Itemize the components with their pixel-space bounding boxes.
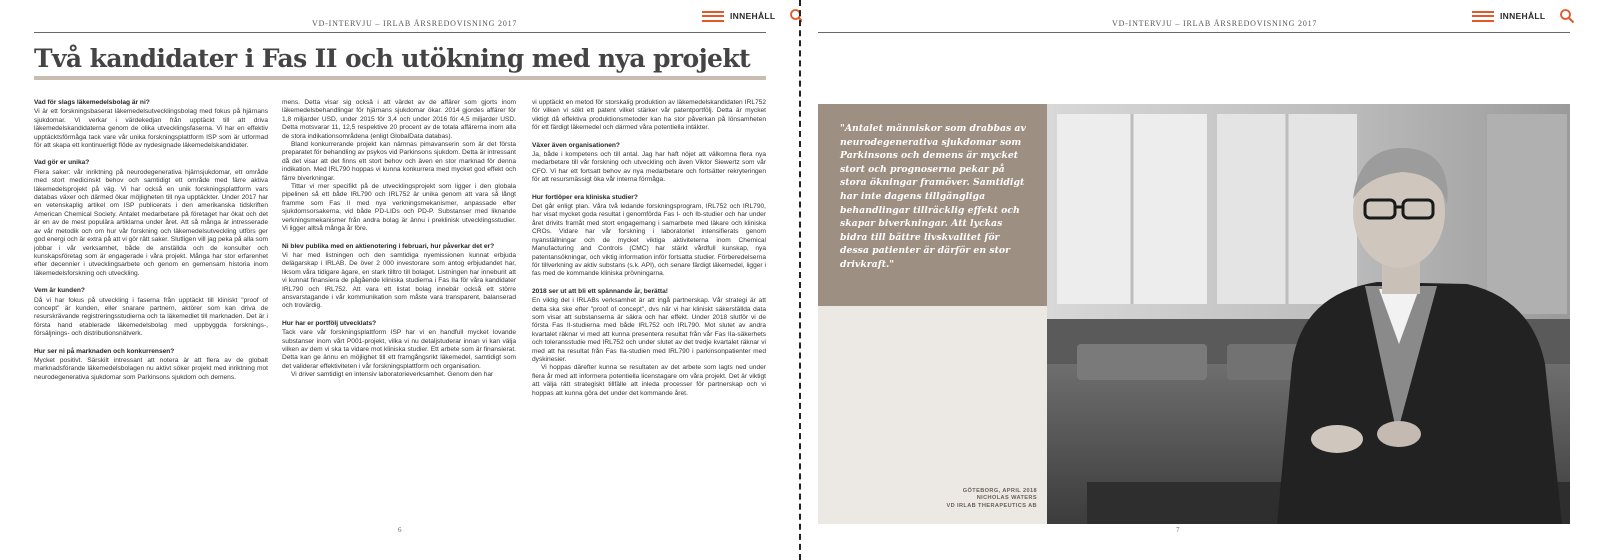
answer-paragraph: Vi har med listningen och den samtidiga nyemissionen kunnat erbjuda delägarskap i IRLAB. De över 2 000 investorare som antog erbjudandet har, liksom våra tidigare ägare, en stark tilltro till bolaget. Listningen har inneburit att vi kunnat finansiera de pågående kliniska studierna i Fas IIa för våra kandidater IRL790 och IRL752. Att vara ett listat bolag innebär också ett större ansvarstagande i vår kommunikation som måste vara transparent, balanserad och trovärdig. bbox=[282, 251, 516, 310]
interview-question: Vem är kunden? bbox=[34, 287, 85, 295]
answer-paragraph: Tittar vi mer specifikt på de utvecklingsprojekt som ligger i den globala pipelinen så ett både IRL790 och IRL752 är unika genom att vara så långt framme som Fas II med nya verkningsmekanismer, anpassade efter sjukdomsorsakerna, vid både PD-LIDs och PD-P. Substanser med liknande verkningsmekanismer från andra bolag är ännu i preklinisk utvecklingsstudier. Vi ligger alltså många år före. bbox=[282, 183, 516, 233]
interview-question: Vad gör er unika? bbox=[34, 159, 90, 167]
text-column-3 bbox=[532, 99, 766, 517]
text-column-2 bbox=[282, 99, 516, 517]
interview-question: Ni blev publika med en aktienotering i februari, hur påverkar det er? bbox=[282, 242, 495, 250]
hamburger-menu-icon[interactable] bbox=[702, 11, 724, 22]
credit-box bbox=[818, 306, 1047, 524]
interview-question: Växer även organisationen? bbox=[532, 141, 620, 149]
answer-paragraph: Vi hoppas därefter kunna se resultaten av det arbete som lagts ned under flera år med att informera potentiella licenstagare om våra projekt. Det är viktigt att välja rätt strategiskt tillfälle att inleda processer för partnerskap och vi hoppas att kunna göra det under det kommande året. bbox=[532, 364, 766, 397]
contents-link[interactable]: INNEHÅLL bbox=[1500, 11, 1546, 21]
text-column-1 bbox=[34, 99, 268, 517]
interview-question: Hur fortlöper era kliniska studier? bbox=[532, 193, 638, 201]
page-number: 6 bbox=[398, 526, 402, 534]
credit-place-date: GÖTEBORG, APRIL 2018 bbox=[962, 487, 1037, 494]
hamburger-menu-icon[interactable] bbox=[1472, 11, 1494, 22]
answer-paragraph: vi upptäckt en metod för storskalig produktion av läkemedelskandidaten IRL752 för vilken vi sökt ett patent vilket stärker vår patentportfölj. Detta är mycket viktigt då effektiva produktionsmetoder kan ha stor påverkan på lönsamheten för ett färdigt läkemedel och därmed våra potentiella intäkter. bbox=[532, 99, 766, 132]
credit-title: VD IRLAB THERAPEUTICS AB bbox=[946, 502, 1037, 509]
title-underline bbox=[34, 76, 766, 80]
portrait-photo bbox=[1047, 104, 1570, 524]
header-rule bbox=[34, 32, 766, 33]
interview-question: Hur har er portfölj utvecklats? bbox=[282, 319, 377, 327]
running-head: VD-INTERVJU – IRLAB ÅRSREDOVISNING 2017 bbox=[312, 19, 518, 28]
answer-paragraph: Då vi har fokus på utveckling i faserna från upptäckt till kliniskt "proof of concept" är kunden, eller snarare partnern, aktörer som kan driva de resurskrävande registreringsstudierna och ta läkemedlet till marknaden. Det är i första hand etablerade läkemedelsbolag med uppbyggda forsknings-, försäljnings- och distributionsnätverk. bbox=[34, 296, 268, 338]
running-head: VD-INTERVJU – IRLAB ÅRSREDOVISNING 2017 bbox=[1112, 19, 1318, 28]
answer-paragraph: Bland konkurrerande projekt kan nämnas pimavanserin som är det första preparatet för behandling av psykos vid Parkinsons sjukdom. Detta är intressant då det visar att det finns ett stort behov och även en stor marknad för denna indikation. Med IRL790 hoppas vi kunna konkurrera med mycket god effekt och färre biverkningar. bbox=[282, 141, 516, 182]
interview-question: Hur ser ni på marknaden och konkurrensen? bbox=[34, 347, 175, 355]
answer-paragraph: Det går enligt plan. Våra två ledande forskningsprogram, IRL752 och IRL790, har visat mycket goda resultat i genomförda Fas I- och Ib-studier och har under året drivits framåt med stort engagemang i samarbete med läkare och kliniska CROs. Vidare har vår forskning i laboratoriet intensifierats genom nyanställningar och de mycket viktiga aktiviteterna inom Chemical Manufacturing and Controls (CMC) har stärkt vårdfull kunskap, nya patentansökningar, och viktig information inför fortsatta studier. Förberedelserna för tillverkning av aktiv substans (s.k. API), och senare färdigt läkemedel, ligger i fas med de kommande kliniska prövningarna. bbox=[532, 203, 766, 278]
answer-paragraph: Vi driver samtidigt en intensiv laboratorieverksamhet. Genom den har bbox=[291, 371, 494, 379]
left-page bbox=[0, 0, 798, 560]
pull-quote-box bbox=[818, 104, 1047, 306]
interview-question: Vad för slags läkemedelsbolag är ni? bbox=[34, 99, 150, 106]
answer-paragraph: Vi är ett forskningsbaserat läkemedelsutvecklingsbolag med fokus på hjärnans sjukdomar. Vi verkar i värdekedjan från upptäckt till att driva läkemedelskandidaterna genom de olika utvecklingsfaserna. Vi har en effektiv upptäcktsförmåga tack vare vår unika forskningsplattform ISP som är utformad för att skapa ett kontinuerligt flöde av nydesignade läkemedelskandidater. bbox=[34, 108, 268, 150]
nav-bar bbox=[702, 8, 805, 24]
interview-question: 2018 ser ut att bli ett spännande år, berätta! bbox=[532, 287, 668, 295]
answer-paragraph: Mycket positivt. Särskilt intressant att notera är att flera av de globalt marknadsförande läkemedelsbolagen nu aktivt söker projekt med inriktning mot neurodegenerativa sjukdomar som Parkinsons sjukdom och demens. bbox=[34, 356, 268, 381]
answer-paragraph: Flera saker: vår inriktning på neurodegenerativa hjärnsjukdomar, ett område med stort medicinskt behov och samtidigt ett område med färre aktiva läkemedelsprojekt på väg. Vi har också en unik forskningsplattform vars databas växer och därmed ökar möjligheten till nya upptäckter. Under 2017 har en vetenskaplig artikel om ISP publicerats i den amerikanska tidskriften American Chemical Society. Antalet medarbetare på företaget har ökat och det är en av de mest populära artiklarna under året. Att så många är intresserade av vår metodik och om hur vår forskning och läkemedelsutveckling utförs ger god energi och är extra på att vi gör rätt saker. Slutligen vill jag peka på alla som jobbar i vår verksamhet, både de anställda och de konsulter och kunskapsföretag som är engagerade i våra projekt. Många har stor erfarenhet efter decennier i utvecklingsarbete och genom en gemensam historia inom läkemedelsforskning och utveckling. bbox=[34, 168, 268, 277]
header-rule bbox=[818, 32, 1570, 33]
pull-quote: "Antalet människor som drabbas av neurodegenerativa sjukdomar som Parkinsons och demens är mycket stort och prognoserna pekar på stora ökningar framöver. Samtidigt har inte dagens tillgängliga behandlingar tillräcklig effekt och skapar biverkningar. Att lyckas bidra till bättre livskvalitet för dessa patienter är därför en stor drivkraft." bbox=[840, 123, 1026, 270]
answer-paragraph: En viktig del i IRLABs verksamhet är att ingå partnerskap. Vår strategi är att detta ska ske efter "proof of concept", dvs när vi har kliniskt säkerställda data som visar att substanserna är säkra och har effekt. Under 2018 slutför vi de första Fas II-studierna med både IRL752 och IRL790. Mot slutet av andra kvartalet räknar vi med att kunna presentera resultat från vår Fas IIa-säkerhets och toleransstudie med IRL752 och under slutet av det tredje kvartalet räknar vi med att ha resultat från Fas IIa-studien med IRL790 i parkinsonpatienter med dyskinesier. bbox=[532, 297, 766, 363]
nav-bar bbox=[1472, 8, 1575, 24]
page-number: 7 bbox=[1176, 526, 1180, 534]
right-page bbox=[802, 0, 1600, 560]
signature-credit bbox=[946, 488, 1037, 510]
credit-name: NICHOLAS WATERS bbox=[976, 495, 1037, 502]
page-fold-divider bbox=[799, 0, 801, 560]
answer-paragraph: mens. Detta visar sig också i att värdet av de affärer som gjorts inom läkemedelsbehandlingar för hjärnans sjukdomar ökar. 2014 gjordes affärer för 1,8 miljarder USD, under 2015 för 3,4 och under 2016 för 4,5 miljarder USD. Detta motsvarar 11, 12,5 respektive 20 procent av de totala affärerna inom alla de stora indikationsområdena (enligt GlobalData databas). bbox=[282, 99, 516, 140]
answer-paragraph: Tack vare vår forskningsplattform ISP har vi en handfull mycket lovande substanser inom vårt P001-projekt, vilka vi nu detaljstuderar innan vi kan välja vilken av dem vi ska ta vidare mot kliniska studier. Ett arbete som är finansierat. Detta kan ge ännu en möjlighet till ett framgångsrikt läkemedel, samtidigt som det validerar effektiviteten i vår forskningsplattform och organisation. bbox=[282, 329, 516, 370]
answer-paragraph: Ja, både i kompetens och till antal. Jag har haft nöjet att välkomna flera nya medarbetare till vår forskning och utveckling och även Viktor Siewertz som vår CFO. Vi har ett fortsatt behov av nya medarbetare och fortsätter rekryteringen för att resursmässigt öka vår interna förmåga. bbox=[532, 151, 766, 184]
page-title: Två kandidater i Fas II och utökning med nya projekt bbox=[34, 44, 750, 73]
search-icon[interactable] bbox=[1559, 8, 1575, 24]
contents-link[interactable]: INNEHÅLL bbox=[730, 11, 776, 21]
